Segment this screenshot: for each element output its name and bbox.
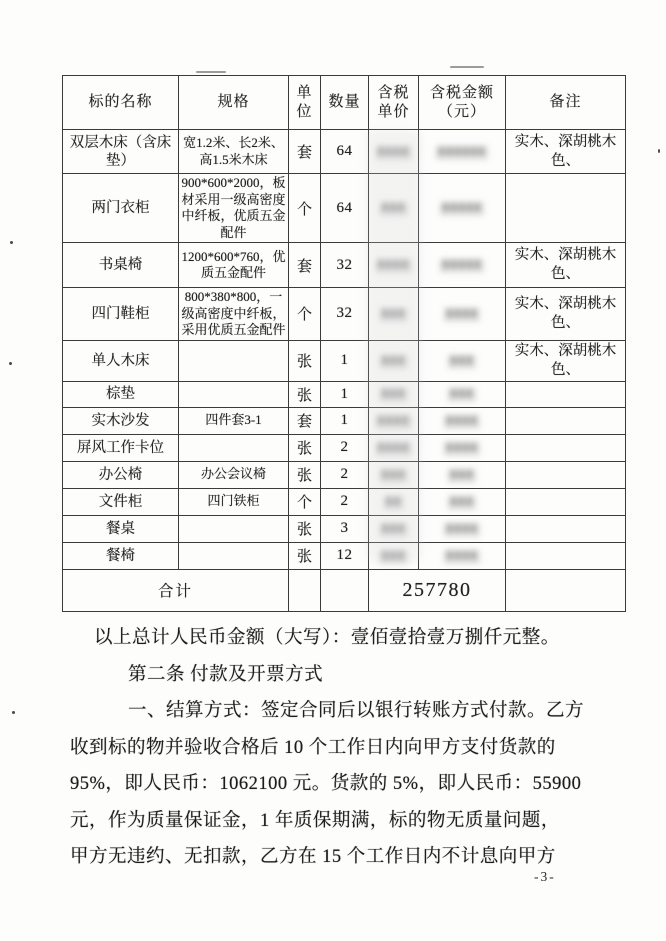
item-qty-cell: 12 — [321, 542, 369, 569]
item-price-cell — [369, 174, 419, 243]
redacted-price-value: 888 — [379, 549, 409, 565]
scan-speck — [9, 362, 12, 365]
item-spec-cell: 办公会议椅 — [179, 461, 289, 488]
item-spec-cell: 宽1.2米、长2米、高1.5米木床 — [179, 130, 289, 174]
item-qty-cell: 3 — [321, 515, 369, 542]
item-remark-cell — [506, 381, 626, 407]
table-total-row — [63, 569, 626, 611]
item-qty-cell: 1 — [321, 340, 369, 381]
item-remark-cell — [506, 407, 626, 434]
item-amount-cell — [419, 407, 506, 434]
item-price-cell — [369, 340, 419, 381]
settlement-line-2: 收到标的物并验收合格后 10 个工作日内向甲方支付货款的 — [70, 737, 556, 758]
settlement-line-3: 95%，即人民币：1062100 元。货款的 5%，即人民币：55900 — [70, 774, 582, 794]
item-spec-cell — [179, 515, 289, 542]
table-row — [63, 130, 626, 174]
item-spec-cell — [179, 542, 289, 569]
item-amount-cell — [419, 243, 506, 288]
clause-heading-line: 第二条 付款及开票方式 — [128, 664, 324, 685]
item-remark-cell — [506, 515, 626, 542]
redacted-amount-value: 8888 — [443, 549, 481, 565]
empty-cell — [321, 569, 369, 611]
item-amount-cell — [419, 488, 506, 515]
item-unit-cell: 张 — [289, 381, 321, 407]
item-name-cell: 文件柜 — [63, 488, 179, 515]
redacted-amount-value: 888 — [447, 495, 477, 511]
table-row — [63, 515, 626, 542]
item-spec-cell: 1200*600*760，优质五金配件 — [179, 243, 289, 288]
item-qty-cell: 2 — [321, 461, 369, 488]
redacted-amount-value: 888 — [447, 387, 477, 403]
item-amount-cell — [419, 130, 506, 174]
item-unit-cell: 个 — [289, 174, 321, 243]
item-name-cell: 单人木床 — [63, 340, 179, 381]
item-amount-cell — [419, 434, 506, 461]
redacted-price-value: 888 — [379, 387, 409, 403]
scan-speck — [10, 241, 13, 244]
table-row — [63, 488, 626, 515]
scan-dash — [450, 66, 484, 68]
item-spec-cell — [179, 340, 289, 381]
redacted-price-value: 8888 — [375, 258, 413, 274]
item-spec-cell: 800*380*800，一级高密度中纤板，采用优质五金配件 — [179, 288, 289, 341]
table-row — [63, 542, 626, 569]
item-name-cell: 四门鞋柜 — [63, 288, 179, 341]
item-qty-cell: 2 — [321, 488, 369, 515]
redacted-amount-value: 88888 — [439, 201, 485, 217]
header-qty: 数量 — [321, 76, 369, 130]
item-qty-cell: 32 — [321, 288, 369, 341]
table-row — [63, 288, 626, 341]
item-remark-cell: 实木、深胡桃木色、 — [506, 130, 626, 174]
scan-speck — [12, 711, 15, 714]
item-remark-cell: 实木、深胡桃木色、 — [506, 340, 626, 381]
item-name-cell: 实木沙发 — [63, 407, 179, 434]
item-remark-cell — [506, 174, 626, 243]
redacted-price-value: 8888 — [375, 414, 413, 430]
redacted-price-value: 888 — [379, 201, 409, 217]
item-price-cell — [369, 542, 419, 569]
item-remark-cell — [506, 488, 626, 515]
table-row — [63, 174, 626, 243]
empty-cell — [506, 569, 626, 611]
item-qty-cell: 32 — [321, 243, 369, 288]
item-remark-cell: 实木、深胡桃木色、 — [506, 288, 626, 341]
table-row — [63, 381, 626, 407]
item-amount-cell — [419, 461, 506, 488]
redacted-amount-value: 888 — [447, 468, 477, 484]
item-amount-cell — [419, 174, 506, 243]
redacted-amount-value: 888 — [447, 354, 477, 370]
item-name-cell: 餐桌 — [63, 515, 179, 542]
header-spec: 规格 — [179, 76, 289, 130]
item-amount-cell — [419, 288, 506, 341]
table-row — [63, 461, 626, 488]
item-qty-cell: 64 — [321, 130, 369, 174]
item-price-cell — [369, 407, 419, 434]
item-unit-cell: 套 — [289, 130, 321, 174]
item-remark-cell — [506, 434, 626, 461]
item-unit-cell: 张 — [289, 542, 321, 569]
redacted-price-value: 888 — [379, 354, 409, 370]
header-amount: 含税金额（元） — [419, 76, 506, 130]
item-spec-cell — [179, 434, 289, 461]
item-amount-cell — [419, 542, 506, 569]
item-remark-cell — [506, 461, 626, 488]
item-spec-cell — [179, 381, 289, 407]
total-in-words-line: 以上总计人民币金额（大写）：壹佰壹拾壹万捌仟元整。 — [94, 628, 560, 648]
settlement-line-1: 一、结算方式：签定合同后以银行转账方式付款。乙方 — [128, 701, 585, 721]
table-row — [63, 243, 626, 288]
scan-speck — [658, 149, 660, 153]
item-name-cell: 餐椅 — [63, 542, 179, 569]
item-name-cell: 棕垫 — [63, 381, 179, 407]
header-item-name: 标的名称 — [63, 76, 179, 130]
redacted-amount-value: 8888 — [443, 414, 481, 430]
table-row — [63, 407, 626, 434]
header-remark: 备注 — [506, 76, 626, 130]
item-qty-cell: 64 — [321, 174, 369, 243]
item-name-cell: 屏风工作卡位 — [63, 434, 179, 461]
item-qty-cell: 2 — [321, 434, 369, 461]
item-price-cell — [369, 515, 419, 542]
header-unit: 单位 — [289, 76, 321, 130]
item-price-cell — [369, 434, 419, 461]
item-qty-cell: 1 — [321, 407, 369, 434]
items-table — [62, 75, 626, 612]
item-amount-cell — [419, 515, 506, 542]
contract-text — [70, 620, 615, 876]
redacted-price-value: 888 — [379, 307, 409, 323]
item-price-cell — [369, 288, 419, 341]
redacted-price-value: 888 — [379, 522, 409, 538]
item-unit-cell: 张 — [289, 515, 321, 542]
item-qty-cell: 1 — [321, 381, 369, 407]
settlement-line-4: 元，作为质量保证金，1 年质保期满，标的物无质量问题， — [70, 810, 560, 831]
redacted-amount-value: 8888 — [443, 307, 481, 323]
redacted-amount-value: 8888 — [443, 522, 481, 538]
empty-cell — [289, 569, 321, 611]
item-name-cell: 书桌椅 — [63, 243, 179, 288]
item-price-cell — [369, 130, 419, 174]
item-remark-cell: 实木、深胡桃木色、 — [506, 243, 626, 288]
item-unit-cell: 套 — [289, 407, 321, 434]
item-unit-cell: 张 — [289, 434, 321, 461]
item-price-cell — [369, 381, 419, 407]
item-price-cell — [369, 488, 419, 515]
item-spec-cell: 四件套3-1 — [179, 407, 289, 434]
redacted-price-value: 88 — [383, 495, 405, 511]
item-name-cell: 双层木床（含床垫） — [63, 130, 179, 174]
item-name-cell: 办公椅 — [63, 461, 179, 488]
table-header-row — [63, 76, 626, 130]
item-amount-cell — [419, 381, 506, 407]
redacted-price-value: 8888 — [375, 441, 413, 457]
item-unit-cell: 张 — [289, 461, 321, 488]
total-amount-cell: 257780 — [369, 569, 506, 611]
item-unit-cell: 张 — [289, 340, 321, 381]
item-name-cell: 两门衣柜 — [63, 174, 179, 243]
item-unit-cell: 套 — [289, 243, 321, 288]
item-spec-cell: 四门铁柜 — [179, 488, 289, 515]
item-amount-cell — [419, 340, 506, 381]
item-unit-cell: 个 — [289, 488, 321, 515]
redacted-amount-value: 888888 — [435, 145, 489, 161]
redacted-price-value: 8888 — [375, 145, 413, 161]
item-unit-cell: 个 — [289, 288, 321, 341]
redacted-amount-value: 8888 — [443, 441, 481, 457]
table-row — [63, 340, 626, 381]
header-unit-price: 含税单价 — [369, 76, 419, 130]
settlement-line-5: 甲方无违约、无扣款，乙方在 15 个工作日内不计息向甲方 — [70, 847, 556, 867]
item-price-cell — [369, 461, 419, 488]
redacted-amount-value: 88888 — [439, 258, 485, 274]
table-row — [63, 434, 626, 461]
item-spec-cell: 900*600*2000，板材采用一级高密度中纤板，优质五金配件 — [179, 174, 289, 243]
total-label-cell: 合计 — [63, 569, 289, 611]
item-remark-cell — [506, 542, 626, 569]
redacted-price-value: 888 — [379, 468, 409, 484]
scan-dash — [196, 71, 226, 73]
page-number: -3- — [534, 869, 556, 884]
item-price-cell — [369, 243, 419, 288]
